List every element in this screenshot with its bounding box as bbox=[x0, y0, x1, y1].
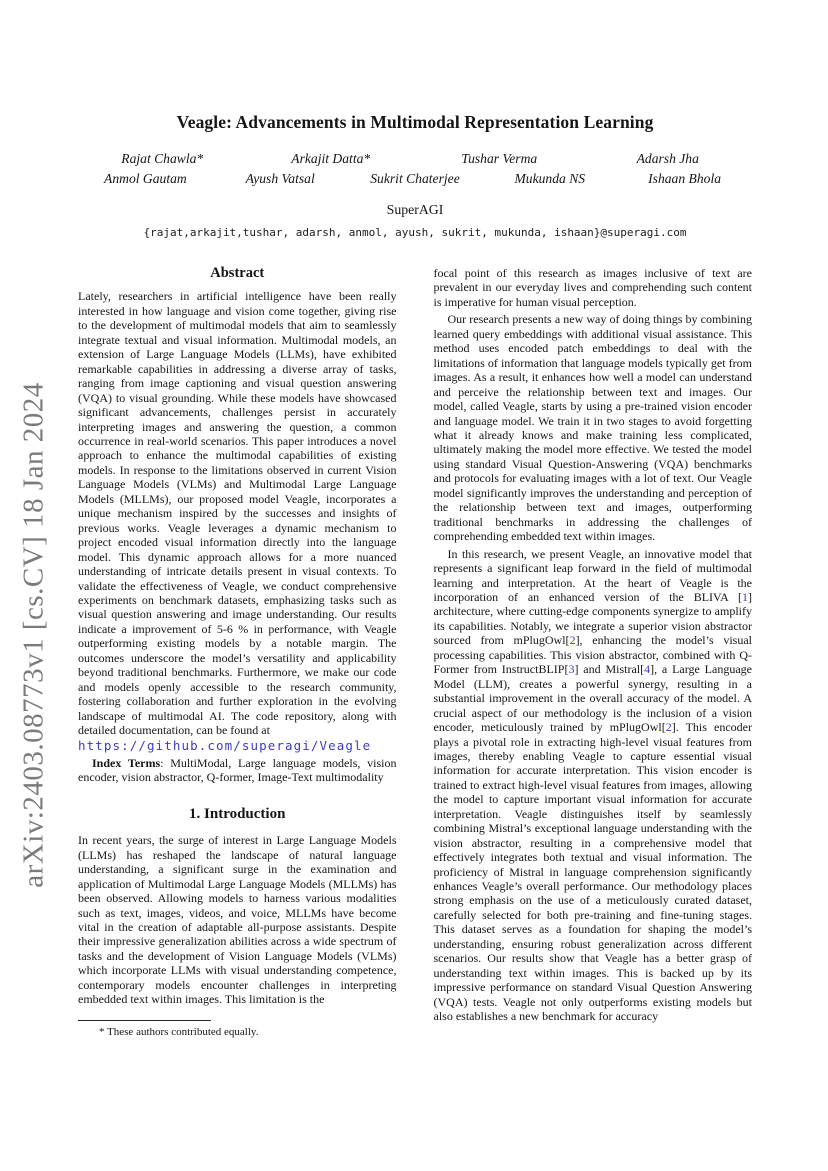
two-column-body bbox=[78, 266, 752, 1039]
index-terms-list: : MultiModal, Large language models, vision encoder, vision abstractor, Q-former, Image-Text multimodality bbox=[78, 755, 397, 785]
author-name: Tushar Verma bbox=[461, 151, 538, 166]
index-terms-label: Index Terms bbox=[92, 755, 161, 770]
left-column bbox=[78, 266, 397, 1039]
footnote-text: * These authors contributed equally. bbox=[99, 1025, 259, 1038]
author-block bbox=[78, 151, 752, 187]
introduction-paragraph: In recent years, the surge of interest in Large Language Models (LLMs) has reshaped the landscape of natural language understanding, a significant surge in the examination and application of Multimodal Large Language Models (MLLMs) has been observed. Allowing models to harness various modalities such as text, images, videos, and voice, MLLMs have become vital in the creation of adaptable all-purpose assistants. Despite their impressive generalization abilities across a wide spectrum of tasks and the development of Vision Language Models (VLMs) which incorporate LLMs with visual understanding competence, contemporary models encounter challenges in interpreting embedded text within images. This limitation is the bbox=[78, 833, 397, 1007]
arxiv-watermark: arXiv:2403.08773v1 [cs.CV] 18 Jan 2024 bbox=[17, 382, 50, 888]
author-name: Ishaan Bhola bbox=[648, 171, 722, 186]
repo-link[interactable]: https://github.com/superagi/Veagle bbox=[78, 737, 372, 753]
author-row-2 bbox=[78, 171, 752, 187]
author-name: Adarsh Jha bbox=[636, 151, 699, 166]
citation-link[interactable]: 4 bbox=[644, 662, 651, 677]
author-name: Sukrit Chaterjee bbox=[370, 171, 460, 186]
section-heading-introduction: 1. Introduction bbox=[189, 805, 286, 822]
document-page bbox=[78, 0, 752, 1039]
author-emails: {rajat,arkajit,tushar, adarsh, anmol, ayush, sukrit, mukunda, ishaan}@superagi.com bbox=[143, 226, 687, 239]
footnote-rule bbox=[78, 1020, 211, 1021]
paper-title: Veagle: Advancements in Multimodal Representation Learning bbox=[176, 112, 654, 132]
footnote bbox=[78, 1020, 397, 1039]
author-name: Rajat Chawla* bbox=[121, 151, 204, 166]
author-name: Mukunda NS bbox=[514, 171, 586, 186]
citation-link[interactable]: 1 bbox=[742, 589, 748, 604]
abstract-heading: Abstract bbox=[210, 265, 265, 281]
author-name: Arkajit Datta* bbox=[291, 151, 371, 166]
body-paragraph: focal point of this research as images inclusive of text are prevalent in our everyday lives and comprehending such content is imperative for human visual perception. bbox=[433, 266, 752, 309]
citation-link[interactable]: 2 bbox=[665, 720, 672, 735]
affiliation: SuperAGI bbox=[386, 202, 444, 217]
right-column bbox=[434, 266, 753, 1039]
author-name: Ayush Vatsal bbox=[245, 171, 315, 186]
citation-link[interactable]: 2 bbox=[569, 633, 576, 648]
author-row-1 bbox=[78, 151, 752, 167]
index-terms bbox=[78, 756, 397, 785]
citation-link[interactable]: 3 bbox=[568, 662, 575, 677]
body-paragraph: In this research, we present Veagle, an innovative model that represents a significant leap forward in the field of multimodal learning and interpretation. At the heart of Veagle is the incorporation of an enhanced version of the BLIVA [1] architecture, where cutting-edge components synergize to amplify its capabilities. Notably, we integrate a superior vision abstractor sourced from mPlugOwl[2], enhancing the model’s visual processing capabilities. This vision abstractor, combined with Q-Former from InstructBLIP[3] and Mistral[4], a Large Language Model (LLM), creates a powerful synergy, resulting in a substantial improvement in the overall accuracy of the model. A crucial aspect of our methodology is the inclusion of a vision encoder, meticulously trained by mPlugOwl[2]. This encoder plays a pivotal role in extracting high-level visual features from images, thereby enabling Veagle to capture essential visual information for accurate interpretation. This vision encoder is trained to extract high-level visual features from images, allowing the model to capture important visual information for accurate interpretation. Veagle distinguishes itself by seamlessly combining Mistral’s exceptional language understanding with the vision abstractor, resulting in a comprehensive model that effectively integrates both textual and visual information. The proficiency of Mistral in language comprehension significantly enhances Veagle’s overall performance. Our methodology places strong emphasis on the use of a meticulously curated dataset, carefully selected for both pre-training and fine-tuning stages. This dataset serves as a foundation for shaping the model’s understanding, ensuring robust generalization across different scenarios. Our results show that Veagle has a better grasp of understanding text within images. This is backed up by its impressive performance on standard Visual Question Answering (VQA) tests. Veagle not only outperforms existing models but also establishes a new benchmark for accuracy bbox=[433, 546, 752, 1024]
body-paragraph: Our research presents a new way of doing things by combining learned query embeddings with additional visual assistance. This method uses encoded patch embeddings to deal with the limitations of information that language models typically get from images. As a result, it enhances how well a model can understand and perceive the relationship between text and images. Our model, called Veagle, starts by using a pre-trained vision encoder and language model. We train it in two stages to avoid forgetting what it already knows and make training less complicated, ultimately making the model more effective. We tested the model using standard Visual Question-Answering (VQA) benchmarks and protocols for evaluating images with a lot of text. Our Veagle model significantly improves the understanding and perception of the relationship between text and images, outperforming traditional benchmarks in addressing the challenges of comprehending embedded text within images. bbox=[433, 312, 752, 544]
abstract-body: Lately, researchers in artificial intelligence have been really interested in how language and vision come together, giving rise to the development of multimodal models that aim to seamlessly integrate textual and visual information. Multimodal models, an extension of Large Language Models (LLMs), have exhibited remarkable capabilities in addressing a diverse array of tasks, ranging from image captioning and visual question answering (VQA) to visual grounding. While these models have showcased significant advancements, challenges persist in accurately interpreting images and answering the question, a common occurrence in real-world scenarios. This paper introduces a novel approach to enhance the multimodal capabilities of existing models. In response to the limitations observed in current Vision Language Models (VLMs) and Multimodal Large Language Models (MLLMs), our proposed model Veagle, incorporates a unique mechanism inspired by the successes and insights of previous works. Veagle leverages a dynamic mechanism to project encoded visual information directly into the language model. This dynamic approach allows for a more nuanced understanding of intricate details present in visual contexts. To validate the effectiveness of Veagle, we conduct comprehensive experiments on benchmark datasets, emphasizing tasks such as visual question answering and image understanding. Our results indicate a improvement of 5-6 % in performance, with Veagle outperforming existing models by a notable margin. The outcomes underscore the model’s versatility and applicability beyond traditional benchmarks. Furthermore, we make our code and models openly accessible to the research community, fostering collaboration and further exploration in the evolving landscape of multimodal AI. The code repository, along with detailed documentation, can be found at bbox=[78, 289, 397, 738]
author-name: Anmol Gautam bbox=[104, 171, 187, 186]
